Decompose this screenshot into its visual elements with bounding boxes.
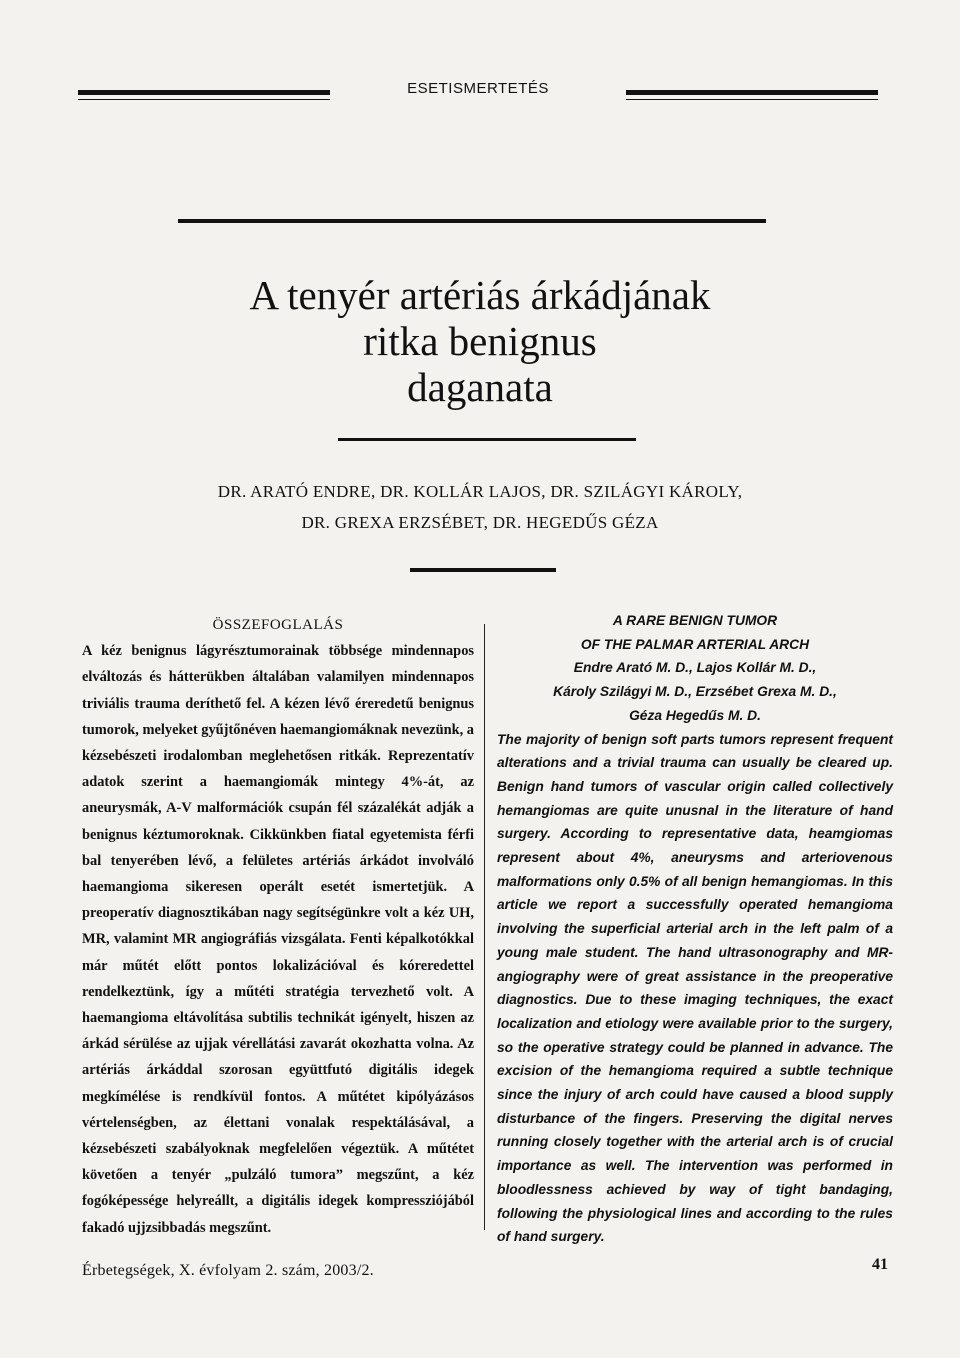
header-rule-left bbox=[78, 90, 330, 95]
header-rule-right bbox=[626, 90, 878, 95]
journal-citation: Érbetegségek, X. évfolyam 2. szám, 2003/2. bbox=[82, 1262, 374, 1279]
header-rule-left-thin bbox=[78, 99, 330, 100]
abstract-hungarian bbox=[82, 612, 474, 1241]
abstract-hu-heading: ÖSSZEFOGLALÁS bbox=[212, 617, 344, 633]
header-rule-right-thin bbox=[626, 99, 878, 100]
abstract-en-title-2: OF THE PALMAR ARTERIAL ARCH bbox=[580, 636, 810, 652]
author-line-2: DR. GREXA ERZSÉBET, DR. HEGEDŰS GÉZA bbox=[301, 513, 659, 532]
author-line-1: DR. ARATÓ ENDRE, DR. KOLLÁR LAJOS, DR. SZILÁGYI KÁROLY, bbox=[217, 482, 743, 501]
abstract-en-authors-3: Géza Hegedűs M. D. bbox=[629, 707, 761, 723]
article-title-line-1: A tenyér artériás árkádjának bbox=[249, 272, 711, 318]
article-title-line-2: ritka benignus bbox=[363, 318, 597, 364]
title-top-rule bbox=[178, 219, 766, 223]
abstract-en-authors-2: Károly Szilágyi M. D., Erzsébet Grexa M. D., bbox=[553, 684, 837, 700]
authors-rule bbox=[410, 568, 556, 572]
section-label: ESETISMERTETÉS bbox=[407, 80, 549, 97]
abstract-en-title-1: A RARE BENIGN TUMOR bbox=[612, 613, 778, 628]
page-number: 41 bbox=[872, 1256, 888, 1273]
abstract-hu-body: A kéz benignus lágyrésztumorainak többsége mindennapos elváltozás és hátterükben általában valamilyen mindennapos triviális trauma deríthető fel. A kézen lévő éreredetű benignus tumorok, melyeket gyűjtőnéven haemangiomáknak nevezünk, a kézsebészeti irodalomban meglehetősen ritkák. Reprezentatív adatok szerint a haemangiomák mintegy 4%-át, az aneurysmák, A-V malformációk csupán fél százalékát adják a benignus kéztumoroknak. Cikkünkben fiatal egyetemista férfi bal tenyerében lévő, a felületes artériás árkádot involváló haemangioma sikeresen operált esetét ismertetjük. A preoperatív diagnosztikában nagy segítségünkre volt a kéz UH, MR, valamint MR angiográfiás vizsgálata. Fenti képalkotókkal már műtét előtt pontos lokalizációval és kóreredettel rendelkeztünk, így a műtéti stratégia tervezhető volt. A haemangioma eltávolítása subtilis technikát igényelt, hiszen az árkád sérülése az ujjak vérellátási zavarát okozhatta volna. Az artériás árkáddal szorosan együttfutó digitális idegek megkímélése is rendkívül fontos. A műtétet kipólyázásos vértelenségben, az élettani vonalak respektálásával, a kézsebészeti szabályoknak megfelelően végeztük. A műtétet követően a tenyér „pulzáló tumora” megszűnt, a kéz fogóképessége helyreállt, a digitális idegek kompressziójából fakadó ujjzsibbadás megszűnt. bbox=[82, 643, 474, 1236]
title-bottom-rule bbox=[338, 438, 636, 441]
column-divider bbox=[484, 624, 485, 1230]
abstract-english bbox=[497, 609, 893, 1249]
abstract-en-authors-1: Endre Arató M. D., Lajos Kollár M. D., bbox=[573, 660, 817, 676]
article-title-line-3: daganata bbox=[407, 364, 553, 410]
abstract-en-body: The majority of benign soft parts tumors represent frequent alterations and a trivial trauma can usually be cleared up. Benign hand tumors of vascular origin called collectively hemangiomas are quite unusnal in the literature of hand surgery. According to representative data, heamgiomas represent about 4%, aneurysms and arteriovenous malformations only 0.5% of all benign hemangiomas. In this article we report a successfully operated hemangioma involving the superficial arterial arch in the left palm of a young male student. The hand ultrasonography and MR-angiography were of great assistance in the preoperative diagnostics. Due to these imaging techniques, the exact localization and etiology were available prior to the surgery, so the operative strategy could be planned in advance. The excision of the hemangioma required a subtle technique since the injury of arch could have caused a blood supply disturbance of the fingers. Preserving the digital nerves running closely together with the arterial arch is of crucial importance as well. The intervention was performed in bloodlessness achieved by way of tight bandaging, following the physiological lines and according to the rules of hand surgery. bbox=[497, 731, 893, 1245]
